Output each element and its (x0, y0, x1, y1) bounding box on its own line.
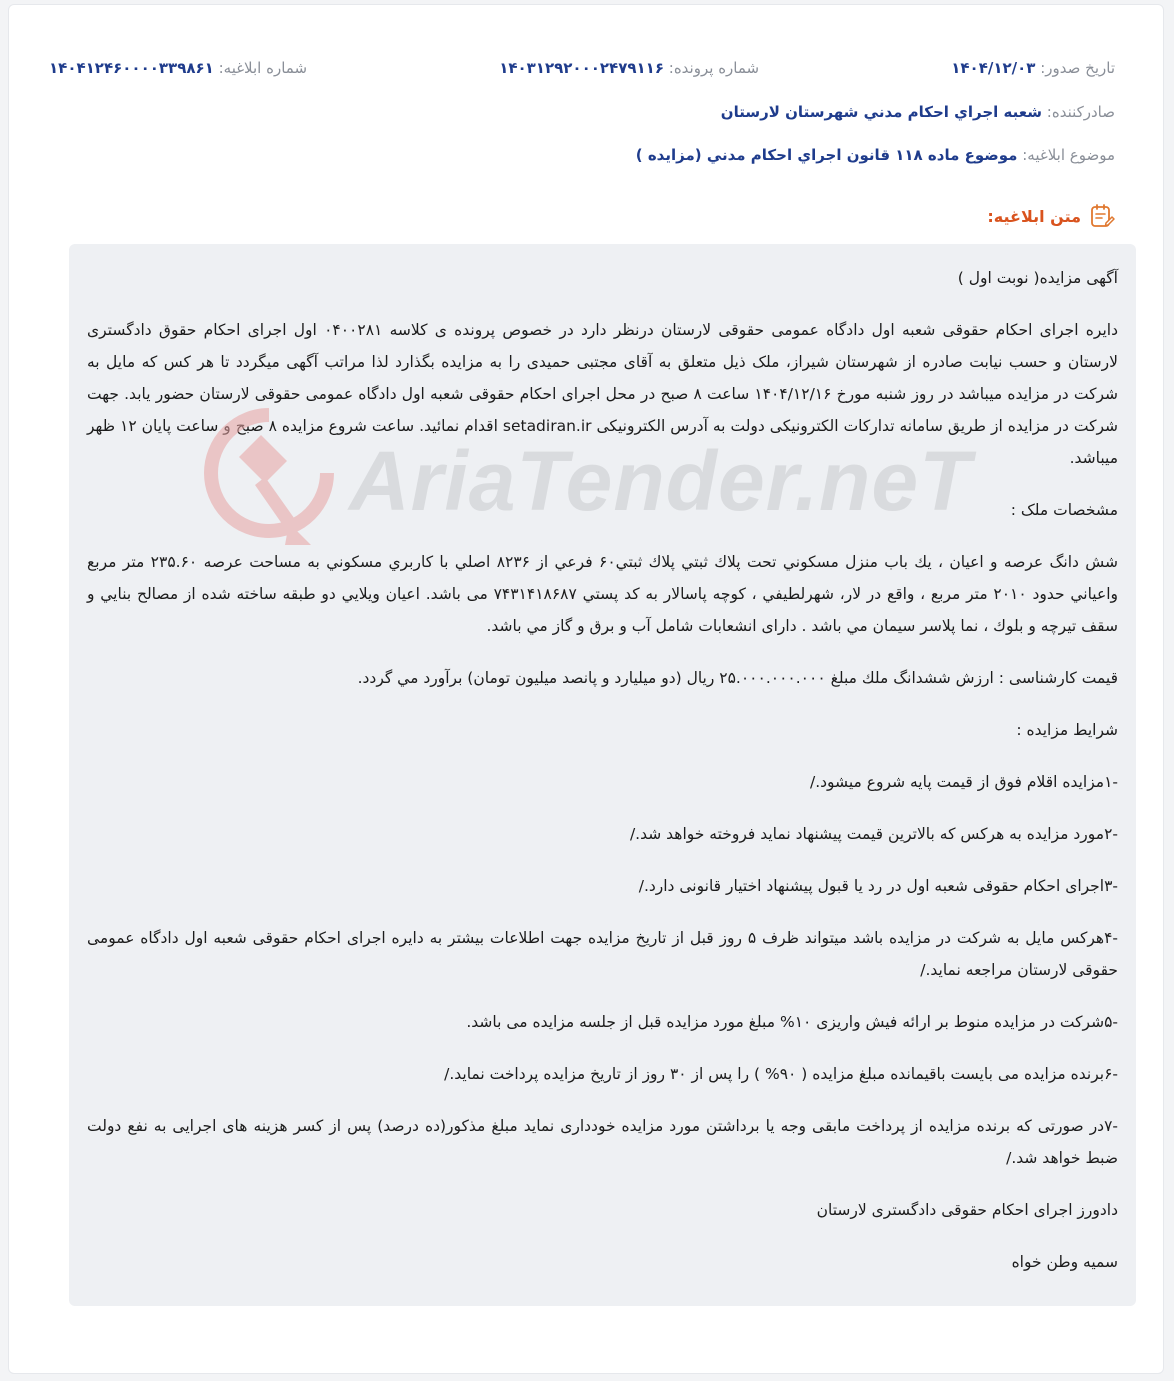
body-paragraph: -۲مورد مزایده به هرکس که بالاترین قیمت پیشنهاد نماید فروخته خواهد شد./ (629, 825, 1118, 843)
issuer-field (721, 103, 1115, 121)
notice-text-title: متن ابلاغیه: (987, 206, 1081, 226)
watermark-text: AriaTender.neT (349, 434, 972, 528)
issuer-label: صادرکننده: (1046, 103, 1115, 121)
issue-date-label: تاریخ صدور: (1040, 59, 1115, 77)
notice-body (69, 244, 1136, 1306)
case-number-field (499, 59, 759, 77)
notice-card (8, 4, 1164, 1374)
subject-value: موضوع ماده ۱۱۸ قانون اجراي احکام مدني (مزايده ) (635, 146, 1018, 164)
subject-label: موضوع ابلاغیه: (1022, 146, 1115, 164)
issuer-value: شعبه اجراي احکام مدني شهرستان لارستان (720, 103, 1042, 121)
notice-number-field (49, 59, 307, 77)
document-edit-icon (1089, 203, 1115, 229)
body-paragraph: سمیه وطن خواه (1011, 1253, 1118, 1271)
body-paragraph: -۳اجرای احکام حقوقی شعبه اول در رد یا قبول پیشنهاد اختیار قانونی دارد./ (638, 877, 1118, 895)
notice-text-heading (987, 203, 1115, 229)
body-paragraph: دادورز اجرای احکام حقوقی دادگستری لارستان (816, 1201, 1118, 1219)
notice-number-label: شماره ابلاغیه: (218, 59, 308, 77)
body-paragraph: -۷در صورتی که برنده مزایده از پرداخت مابقی وجه یا برداشتن مورد مزایده خودداری نماید مبلغ مذکور(ده درصد) پس از کسر هزینه های اجرایی به نفع دولت ضبط خواهد شد./ (87, 1117, 1118, 1167)
body-paragraph: -۱مزایده اقلام فوق از قیمت پایه شروع میشود./ (809, 773, 1118, 791)
body-paragraph: شرایط مزایده : (1016, 721, 1118, 739)
body-paragraph: قیمت کارشناسی : ارزش ششدانگ ملك مبلغ ۲۵.۰۰۰.۰۰۰.۰۰۰ ريال (دو ميليارد و پانصد ميليون تومان) برآورد مي گردد. (357, 669, 1118, 687)
issue-date-field (951, 59, 1115, 77)
subject-field (636, 146, 1115, 164)
body-paragraph: -۵شرکت در مزایده منوط بر ارائه فیش واریزی ۱۰% مبلغ مورد مزایده قبل از جلسه مزایده می باشد. (466, 1013, 1118, 1031)
body-paragraph: مشخصات ملک : (1010, 501, 1118, 519)
notice-meta-row (49, 59, 1115, 77)
case-number-value: ۱۴۰۳۱۲۹۲۰۰۰۲۴۷۹۱۱۶ (499, 59, 664, 77)
body-paragraph: دایره اجرای احکام حقوقی شعبه اول دادگاه عمومی حقوقی لارستان درنظر دارد در خصوص پرونده ی کلاسه ۰۴۰۰۲۸۱ اول اجرای احکام حقوق دادگستری لارستان و حسب نیابت صادره از شهرستان شیراز، ملک ذیل متعلق به آقای مجتبی حمیدی را به مزایده بگذارد لذا مراتب آگهی میگردد تا هر کس که مایل به شرکت در مزایده میباشد در روز شنبه مورخ ۱۴۰۴/۱۲/۱۶ ساعت ۸ صبح در محل اجرای احکام حقوقی شعبه اول دادگاه عمومی حقوقی لارستان حضور یابد. جهت شرکت در مزایده از طریق سامانه تدارکات الکترونیکی دولت به آدرس الکترونیکی setadiran.ir اقدام نمائید. ساعت شروع مزایده ۸ صبح و ساعت پایان ۱۲ ظهر میباشد. (87, 321, 1118, 467)
issue-date-value: ۱۴۰۴/۱۲/۰۳ (951, 59, 1036, 77)
body-paragraph: شش دانگ عرصه و اعیان ، يك باب منزل مسكوني تحت پلاك ثبتي پلاك ثبتي۶۰ فرعي از ۸۲۳۶ اصلي با كاربري مسكوني به مساحت عرصه ۲۳۵.۶۰ متر مربع واعياني حدود ۲۰۱۰ متر مربع ، واقع در لار، شهرلطيفي ، كوچه پاسالار به كد پستي ۷۴۳۱۴۱۸۶۸۷ مى باشد. اعيان ويلايي دو طبقه ساخته شده از مصالح بنايي و سقف تيرچه و بلوك ، نما پلاسر سيمان مي باشد . داراى انشعابات شامل آب و برق و گاز مي باشد. (87, 553, 1119, 635)
case-number-label: شماره پرونده: (668, 59, 760, 77)
body-paragraph: -۴هرکس مایل به شرکت در مزایده باشد میتواند ظرف ۵ روز قبل از تاریخ مزایده جهت اطلاعات بیشتر به دایره اجرای احکام حقوقی شعبه اول دادگاه عمومی حقوقی لارستان مراجعه نماید./ (87, 929, 1118, 979)
notice-number-value: ۱۴۰۴۱۲۴۶۰۰۰۰۳۳۹۸۶۱ (49, 59, 214, 77)
body-paragraph: آگهی مزایده( نوبت اول ) (957, 269, 1118, 287)
body-paragraph: -۶برنده مزایده می بایست باقیمانده مبلغ مزایده ( ۹۰% ) را پس از ۳۰ روز از تاریخ مزایده پرداخت نماید./ (444, 1065, 1118, 1083)
